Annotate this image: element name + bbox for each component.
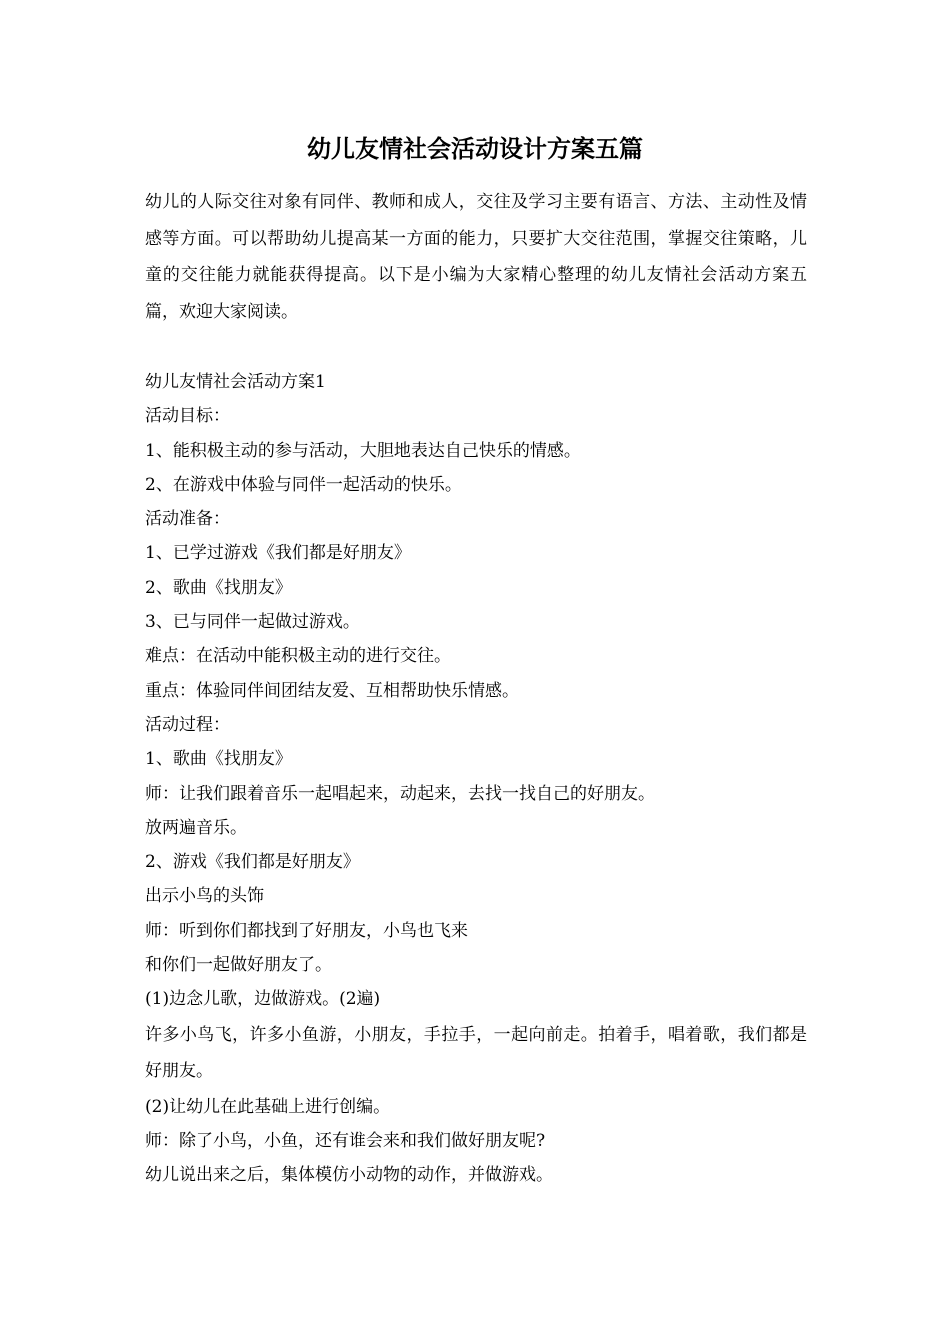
section-heading: 幼儿友情社会活动方案1 xyxy=(145,372,326,392)
paragraph-line: 活动目标： xyxy=(145,406,230,427)
paragraph-line: 许多小鸟飞，许多小鱼游，小朋友，手拉手，一起向前走。拍着手，唱着歌，我们都是好朋友。 xyxy=(145,1024,807,1082)
paragraph-line: 放两遍音乐。 xyxy=(145,817,247,838)
document-body xyxy=(145,365,807,1193)
intro-paragraph: 幼儿的人际交往对象有同伴、教师和成人，交往及学习主要有语言、方法、主动性及情感等方面。可以帮助幼儿提高某一方面的能力，只要扩大交往范围，掌握交往策略，儿童的交往能力就能获得提高。以下是小编为大家精心整理的幼儿友情社会活动方案五篇，欢迎大家阅读。 xyxy=(145,192,807,322)
paragraph-line: 师：听到你们都找到了好朋友，小鸟也飞来 xyxy=(145,920,468,941)
paragraph-line: 1、已学过游戏《我们都是好朋友》 xyxy=(145,543,411,564)
paragraph-line: 幼儿说出来之后，集体模仿小动物的动作，并做游戏。 xyxy=(145,1165,553,1186)
paragraph-line: 师：让我们跟着音乐一起唱起来，动起来，去找一找自己的好朋友。 xyxy=(145,783,655,804)
paragraph-line: 难点：在活动中能积极主动的进行交往。 xyxy=(145,646,451,667)
paragraph-line: (2)让幼儿在此基础上进行创编。 xyxy=(145,1096,391,1117)
paragraph-line: 和你们一起做好朋友了。 xyxy=(145,955,332,976)
paragraph-line: 师：除了小鸟，小鱼，还有谁会来和我们做好朋友呢? xyxy=(145,1130,546,1151)
paragraph-line: 1、歌曲《找朋友》 xyxy=(145,749,292,770)
paragraph-line: 2、在游戏中体验与同伴一起活动的快乐。 xyxy=(145,474,462,495)
paragraph-line: 3、已与同伴一起做过游戏。 xyxy=(145,612,360,633)
paragraph-line: (1)边念儿歌，边做游戏。(2遍) xyxy=(145,989,381,1010)
document-title: 幼儿友情社会活动设计方案五篇 xyxy=(307,134,643,163)
paragraph-line: 1、能积极主动的参与活动，大胆地表达自己快乐的情感。 xyxy=(145,440,581,461)
paragraph-line: 出示小鸟的头饰 xyxy=(145,886,264,907)
paragraph-line: 2、歌曲《找朋友》 xyxy=(145,577,292,598)
paragraph-line: 活动过程： xyxy=(145,714,230,735)
paragraph-line: 重点：体验同伴间团结友爱、互相帮助快乐情感。 xyxy=(145,680,519,701)
paragraph-line: 2、游戏《我们都是好朋友》 xyxy=(145,852,360,873)
paragraph-line: 活动准备： xyxy=(145,509,230,530)
